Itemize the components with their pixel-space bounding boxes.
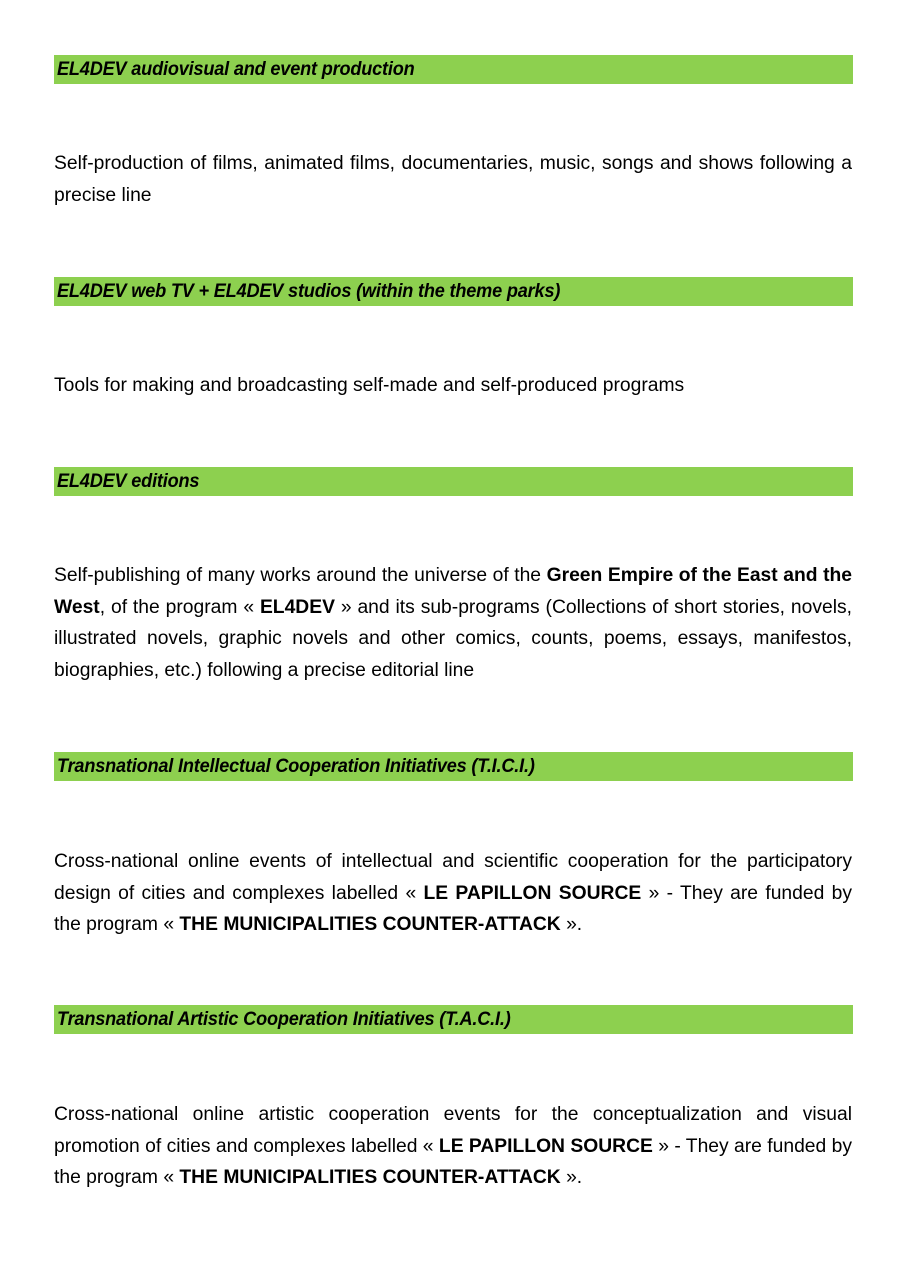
plain-text: ». xyxy=(560,914,583,936)
section-heading-text-1: EL4DEV audiovisual and event production xyxy=(57,57,415,80)
plain-text: Tools for making and broadcasting self-made and self-produced programs xyxy=(54,375,685,396)
emphasis-text: LE PAPILLON SOURCE xyxy=(438,1135,653,1157)
plain-text: Cross-national online events of intellectual and scientific cooperation for the participatory design of cities and complexes labelled « xyxy=(54,851,852,904)
section-body-5 xyxy=(54,1099,852,1194)
plain-text: Self-production of films, animated films, documentaries, music, songs and shows following a precise line xyxy=(54,153,852,206)
plain-text: » - They are funded by the program « xyxy=(54,882,852,936)
section-heading-text-3: EL4DEV editions xyxy=(57,469,200,492)
emphasis-text: LE PAPILLON SOURCE xyxy=(423,882,642,904)
emphasis-text: Green Empire of the East and the West xyxy=(54,565,852,618)
emphasis-text: THE MUNICIPALITIES COUNTER-ATTACK xyxy=(179,1167,561,1189)
plain-text: Cross-national online artistic cooperation events for the conceptualization and visual promotion of cities and complexes labelled « xyxy=(54,1104,852,1157)
emphasis-text: EL4DEV xyxy=(259,596,335,618)
section-heading-text-4: Transnational Intellectual Cooperation Initiatives (T.I.C.I.) xyxy=(57,754,535,777)
section-heading-bar-1 xyxy=(54,55,853,84)
section-body-3 xyxy=(54,560,852,687)
section-heading-text-2: EL4DEV web TV + EL4DEV studios (within the theme parks) xyxy=(57,279,561,302)
emphasis-text: THE MUNICIPALITIES COUNTER-ATTACK xyxy=(179,914,561,936)
plain-text: » - They are funded by the program « xyxy=(54,1135,852,1189)
section-heading-bar-5 xyxy=(54,1005,853,1034)
plain-text: , of the program « xyxy=(99,596,260,618)
section-body-2 xyxy=(54,370,852,402)
plain-text: ». xyxy=(560,1167,583,1189)
plain-text: » and its sub-programs (Collections of short stories, novels, illustrated novels, graphic novels and other comics, counts, poems, essays, manifestos, biographies, etc.) following a precise editorial line xyxy=(54,596,852,682)
section-heading-bar-3 xyxy=(54,467,853,496)
section-heading-text-5: Transnational Artistic Cooperation Initiatives (T.A.C.I.) xyxy=(57,1007,511,1030)
plain-text: Self-publishing of many works around the universe of the xyxy=(54,565,547,586)
section-heading-bar-2 xyxy=(54,277,853,306)
section-body-4 xyxy=(54,846,852,941)
section-heading-bar-4 xyxy=(54,752,853,781)
section-body-1 xyxy=(54,148,852,211)
